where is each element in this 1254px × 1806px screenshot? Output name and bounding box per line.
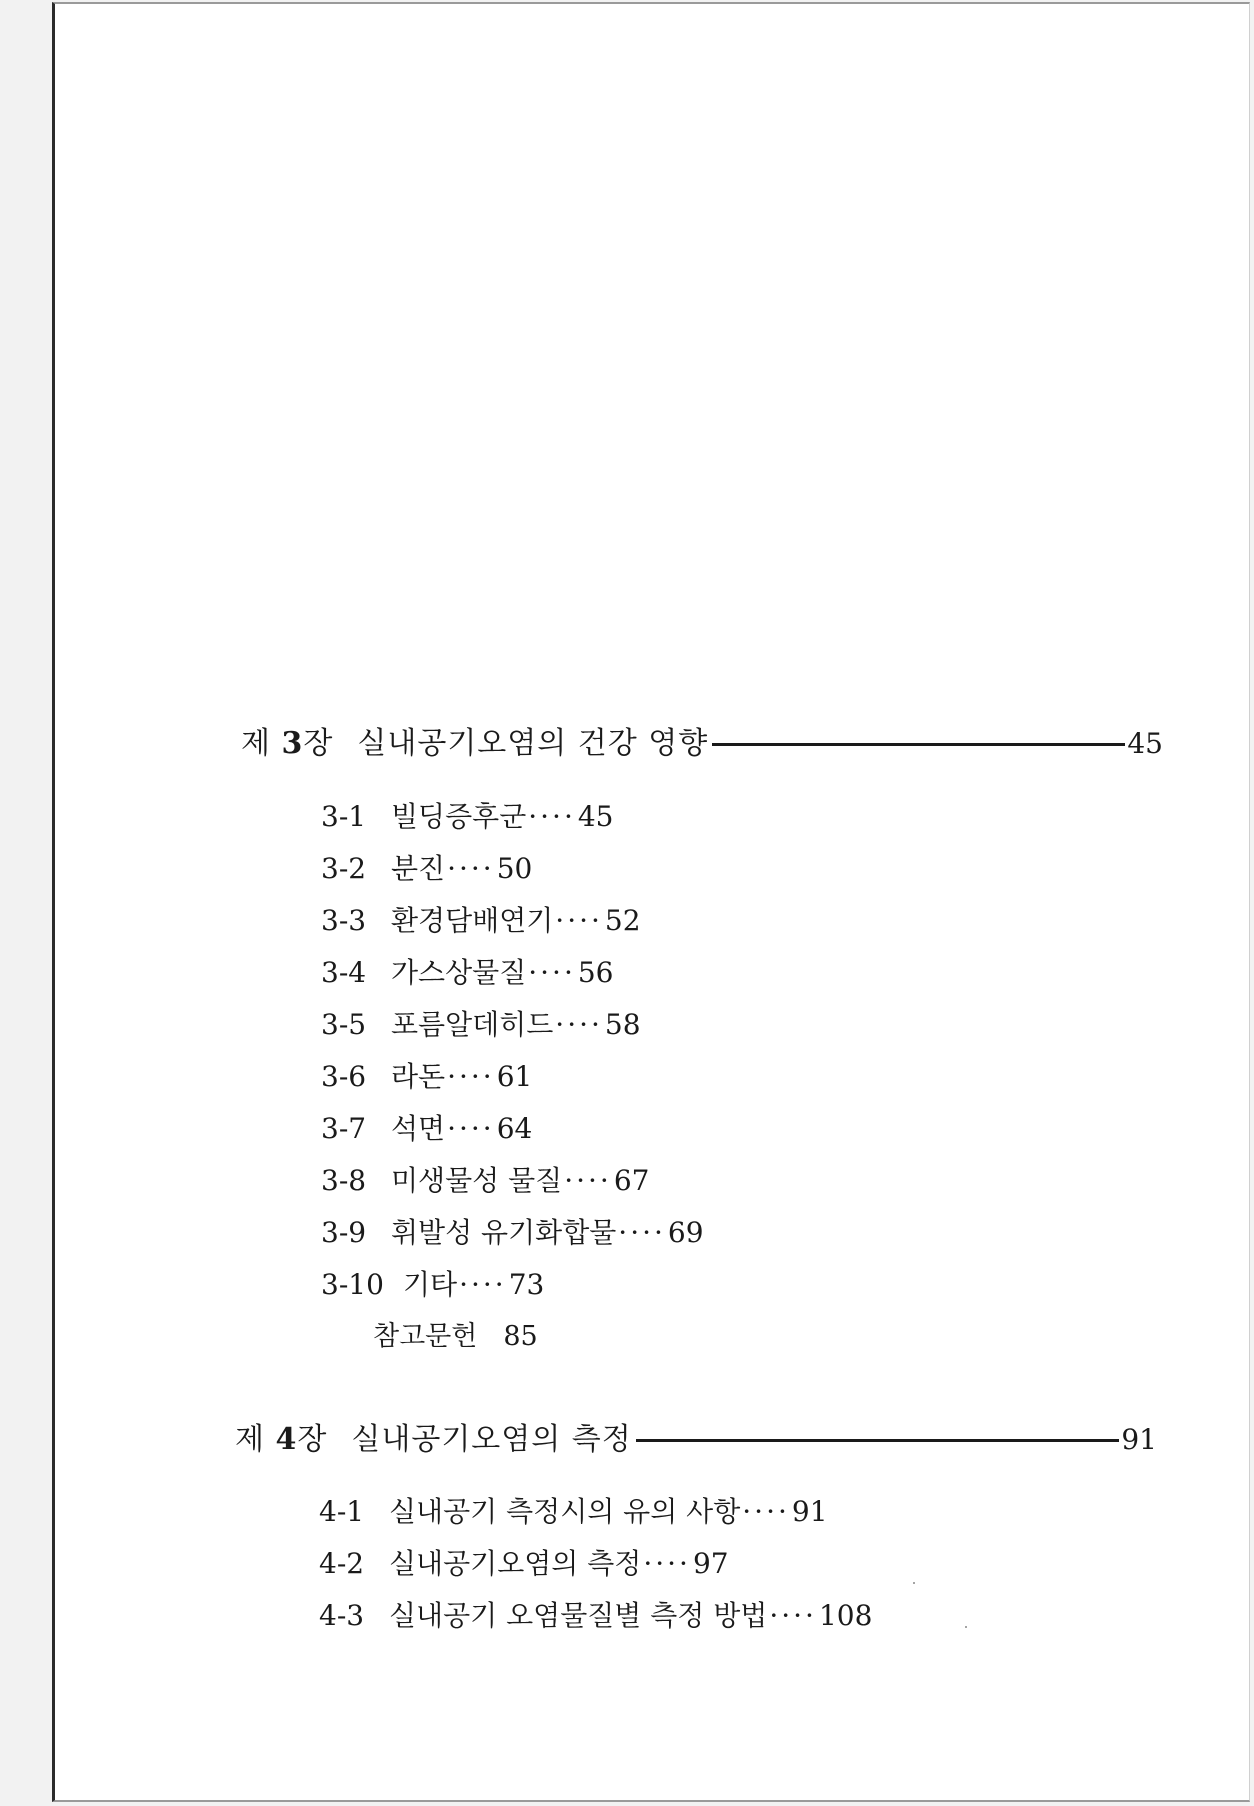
section-number: 4-3: [319, 1599, 365, 1632]
dot-leader: ····: [643, 1547, 691, 1580]
toc-entry[interactable]: [319, 1492, 828, 1532]
section-number: 3-10: [321, 1268, 384, 1301]
dot-leader: ····: [447, 1112, 495, 1145]
section-page-number: 52: [604, 904, 641, 937]
chapter-label: 제 4장: [235, 1422, 328, 1457]
section-page-number: 58: [604, 1008, 641, 1041]
dot-leader: ····: [447, 1060, 495, 1093]
section-page-number: 91: [791, 1495, 828, 1528]
toc-entry[interactable]: [321, 1005, 641, 1045]
section-title: 환경담배연기: [391, 904, 554, 937]
section-number: 3-1: [321, 800, 367, 833]
section-page-number: 108: [818, 1599, 873, 1632]
dot-leader: ····: [528, 956, 576, 989]
section-page-number: 61: [496, 1060, 533, 1093]
toc-entry[interactable]: [321, 1057, 532, 1097]
chapter-title: 실내공기오염의 건강 영향: [357, 726, 709, 761]
section-number: 3-8: [321, 1164, 367, 1197]
section-page-number: 64: [496, 1112, 533, 1145]
leader-rule: [636, 1439, 1120, 1442]
chapter-label: 제 3장: [241, 726, 334, 761]
section-number: 4-2: [319, 1547, 365, 1580]
dot-leader: ····: [459, 1268, 507, 1301]
section-title: 빌딩증후군: [391, 800, 527, 833]
section-title: 휘발성 유기화합물: [391, 1216, 617, 1249]
book-page: [52, 2, 1250, 1802]
dot-leader: ····: [555, 1008, 603, 1041]
section-page-number: 50: [496, 852, 533, 885]
dot-leader: ····: [769, 1599, 817, 1632]
toc-entry[interactable]: [321, 797, 614, 837]
chapter-4-heading[interactable]: [235, 1420, 1157, 1460]
section-title: 실내공기 측정시의 유의 사항: [389, 1495, 741, 1528]
section-title: 석면: [391, 1112, 446, 1145]
section-number: 3-3: [321, 904, 367, 937]
section-page-number: 67: [613, 1164, 650, 1197]
toc-entry[interactable]: [321, 901, 641, 941]
section-number: 3-7: [321, 1112, 367, 1145]
toc-entry[interactable]: [321, 953, 614, 993]
chapter-page-number: 91: [1121, 1423, 1157, 1456]
section-number: 3-4: [321, 956, 367, 989]
dot-leader: ····: [447, 852, 495, 885]
references-entry[interactable]: [373, 1317, 538, 1357]
chapter-page-number: 45: [1127, 727, 1163, 760]
section-number: 3-2: [321, 852, 367, 885]
toc-entry[interactable]: [321, 1109, 532, 1149]
toc-entry[interactable]: [321, 1213, 704, 1253]
dot-leader: ····: [618, 1216, 666, 1249]
section-title: 분진: [391, 852, 446, 885]
section-number: 3-9: [321, 1216, 367, 1249]
dot-leader: ····: [564, 1164, 612, 1197]
scan-speck: [965, 1626, 967, 1628]
section-page-number: 45: [577, 800, 614, 833]
section-title: 라돈: [391, 1060, 446, 1093]
dot-leader: ····: [742, 1495, 790, 1528]
dot-leader: ····: [528, 800, 576, 833]
toc-entry[interactable]: [321, 1161, 649, 1201]
section-title: 실내공기오염의 측정: [389, 1547, 642, 1580]
section-number: 3-6: [321, 1060, 367, 1093]
section-title: 기타: [403, 1268, 458, 1301]
section-page-number: 73: [508, 1268, 545, 1301]
chapter-title: 실내공기오염의 측정: [351, 1422, 632, 1457]
leader-rule: [712, 743, 1125, 746]
section-page-number: 56: [577, 956, 614, 989]
section-title: 포름알데히드: [391, 1008, 554, 1041]
toc-entry[interactable]: [319, 1544, 729, 1584]
toc-entry[interactable]: [321, 1265, 544, 1305]
section-page-number: 69: [667, 1216, 704, 1249]
dot-leader: ····: [555, 904, 603, 937]
section-page-number: 97: [692, 1547, 729, 1580]
references-page-number: 85: [503, 1321, 538, 1352]
section-number: 4-1: [319, 1495, 365, 1528]
section-title: 미생물성 물질: [391, 1164, 563, 1197]
section-title: 실내공기 오염물질별 측정 방법: [389, 1599, 768, 1632]
section-title: 가스상물질: [391, 956, 527, 989]
scan-speck: [913, 1582, 915, 1584]
toc-entry[interactable]: [321, 849, 532, 889]
chapter-3-heading[interactable]: [241, 724, 1163, 764]
section-number: 3-5: [321, 1008, 367, 1041]
references-label: 참고문헌: [373, 1321, 478, 1352]
toc-entry[interactable]: [319, 1596, 872, 1636]
